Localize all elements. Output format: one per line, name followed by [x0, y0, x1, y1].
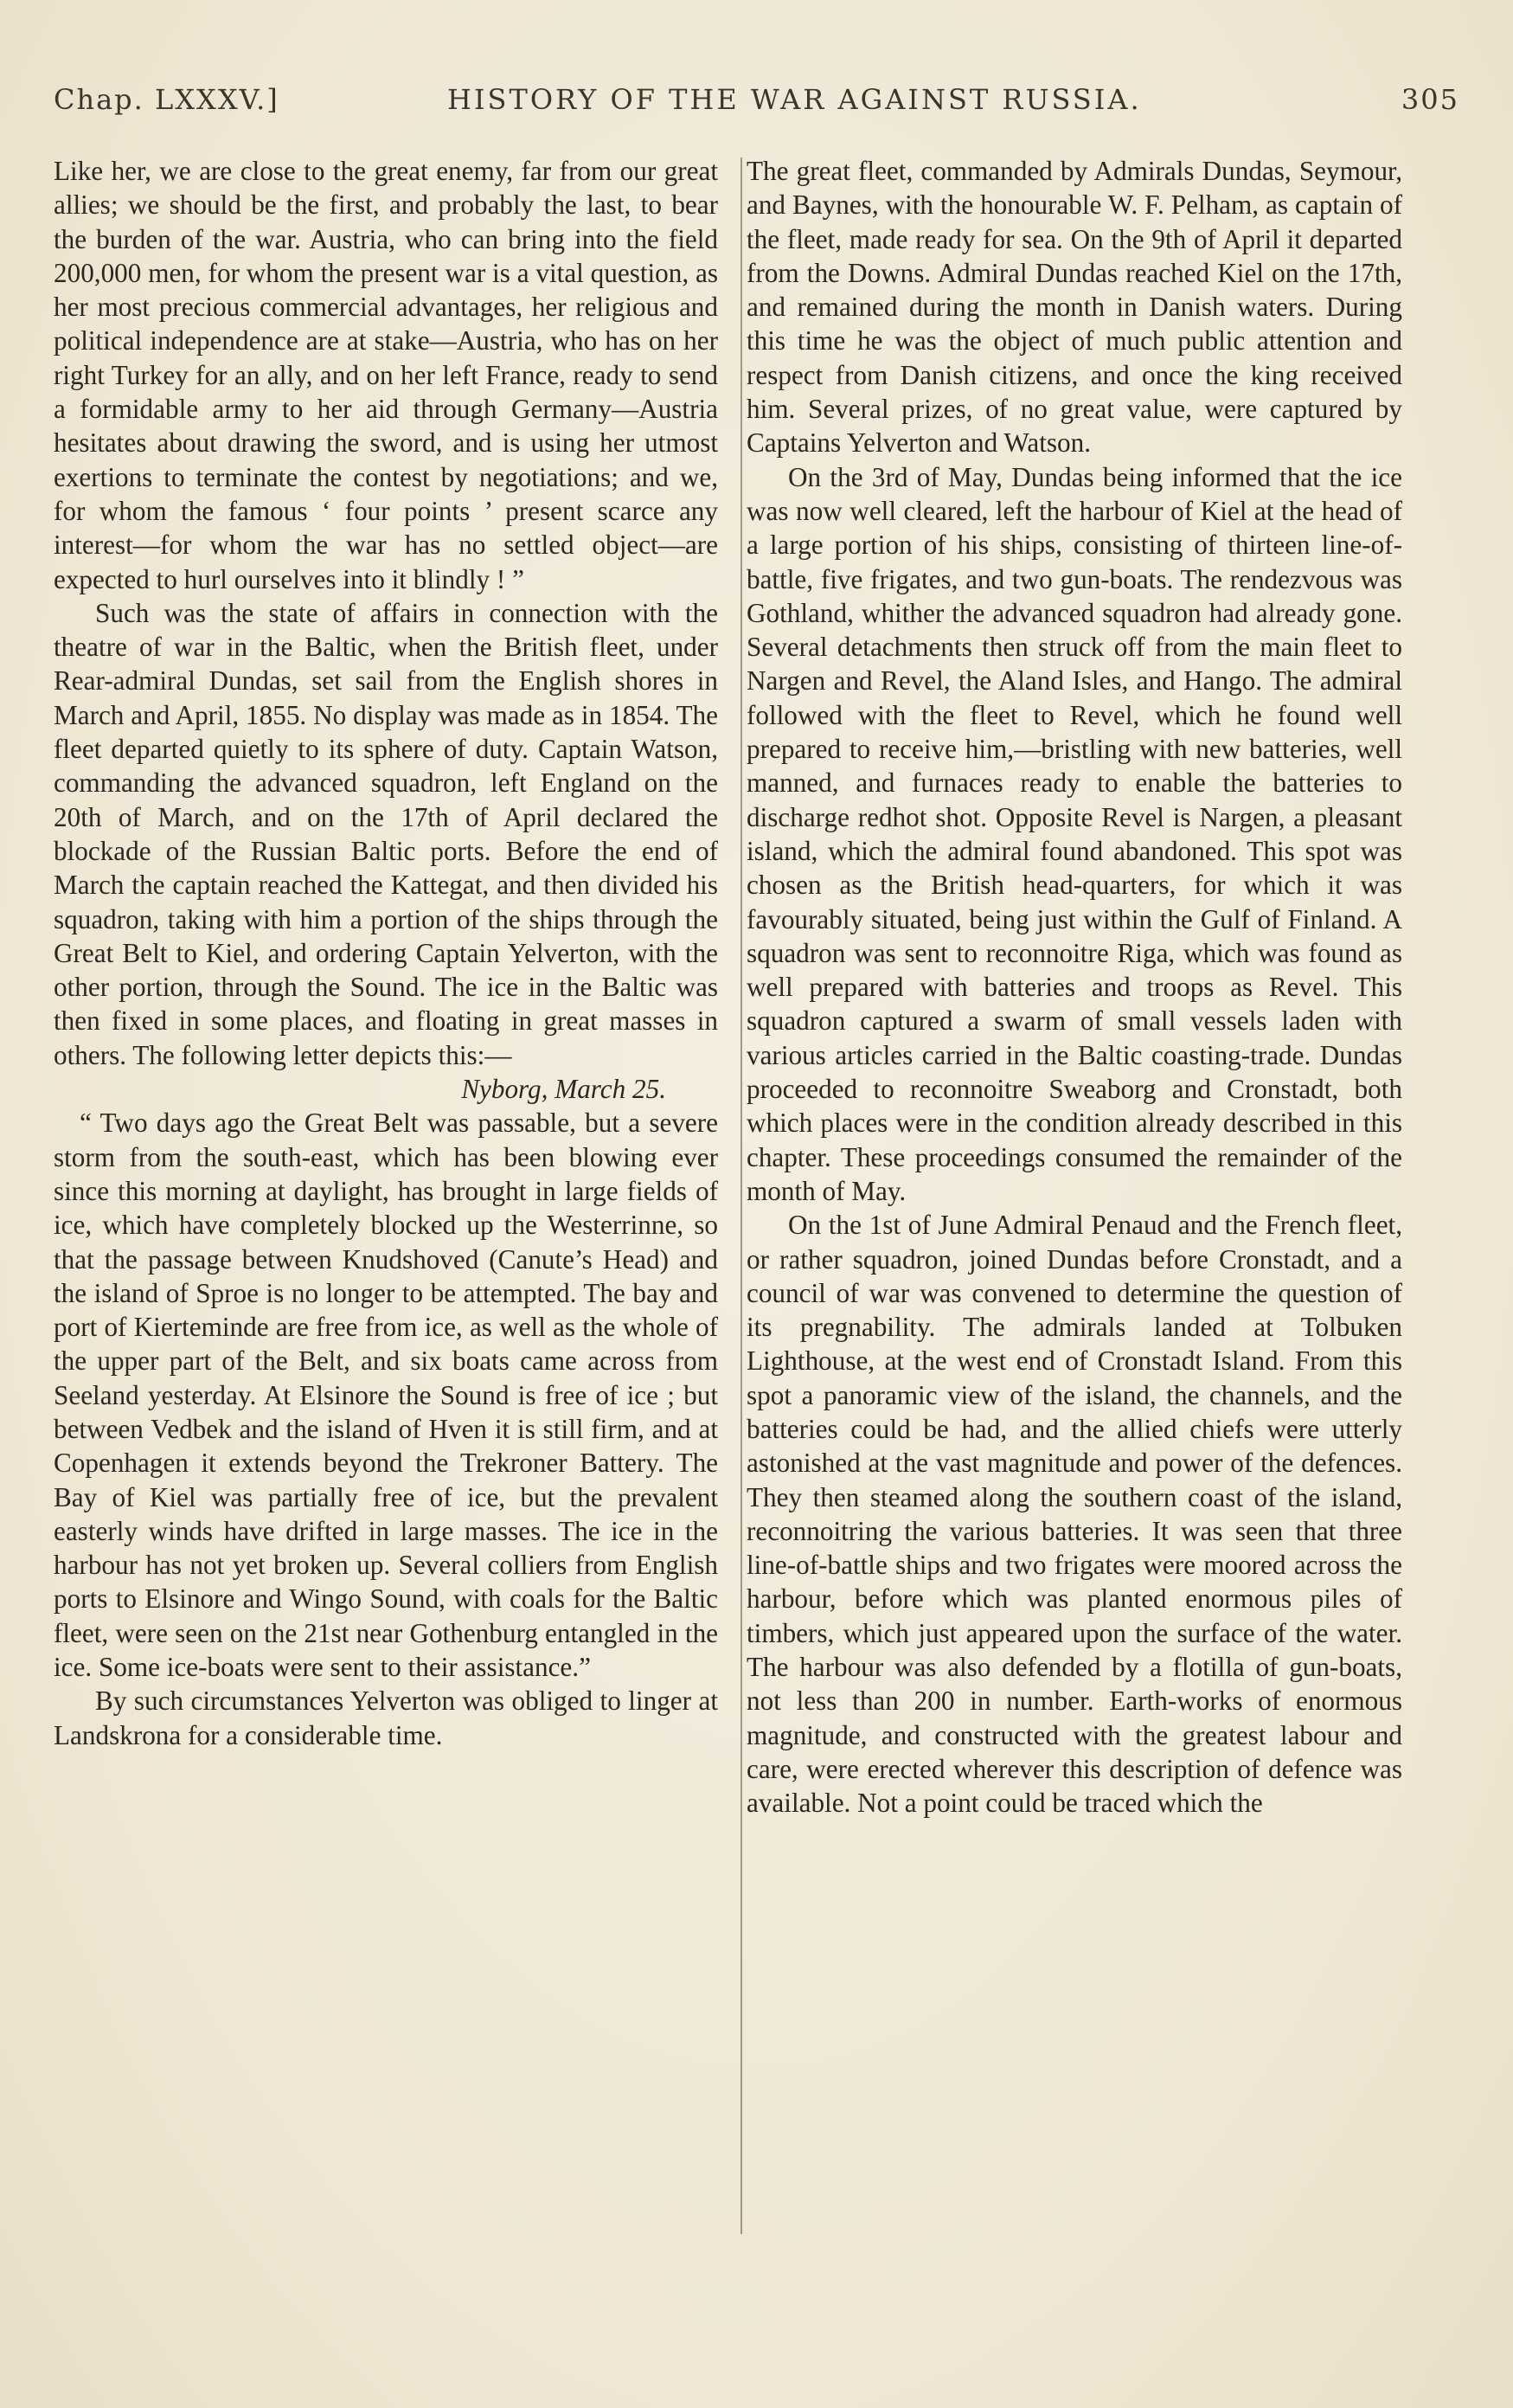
right-column	[747, 154, 1402, 1820]
paragraph: On the 1st of June Admiral Penaud and the French fleet, or rather squadron, joined Dundas before Cronstadt, and a council of war was convened to determine the question of its pregnability. The admirals landed at Tolbuken Lighthouse, at the west end of Cronstadt Island. From this spot a panoramic view of the island, the channels, and the batteries could be had, and the allied chiefs were utterly astonished at the vast magnitude and power of the defences. They then steamed along the southern coast of the island, reconnoitring the various batteries. It was seen that three line-of-battle ships and two frigates were moored across the harbour, before which was planted enormous piles of timbers, which just appeared upon the surface of the water. The harbour was also defended by a flotilla of gun-boats, not less than 200 in number. Earth-works of enormous magnitude, and constructed with the greatest labour and care, were erected wherever this description of defence was available. Not a point could be traced which the	[747, 1210, 1402, 1819]
page-number: 305	[1401, 83, 1459, 116]
running-header	[54, 83, 1459, 132]
column-divider	[740, 157, 742, 2234]
quoted-letter: “ Two days ago the Great Belt was passable, but a severe storm from the south-east, which has been blowing ever since this morning at daylight, has brought in large fields of ice, which have completely blocked up the Westerrinne, so that the passage between Knudshoved (Canute’s Head) and the island of Sproe is no longer to be attempted. The bay and port of Kierteminde are free from ice, as well as the whole of the upper part of the Belt, and six boats came across from Seeland yesterday. At Elsinore the Sound is free of ice ; but between Vedbek and the island of Hven it is still firm, and at Copenhagen it extends beyond the Trekroner Battery. The Bay of Kiel was partially free of ice, but the prevalent easterly winds have drifted in large masses. The ice in the harbour has not yet broken up. Several colliers from English ports to Elsinore and Wingo Sound, with coals for the Baltic fleet, were seen on the 21st near Gothenburg entangled in the ice. Some ice-boats were sent to their assistance.”	[54, 1108, 718, 1683]
chapter-label: Chap. LXXXV.]	[54, 83, 279, 116]
paragraph: Like her, we are close to the great enemy, far from our great allies; we should be the first, and probably the last, to bear the burden of the war. Austria, who can bring into the field 200,000 men, for whom the present war is a vital question, as her most precious commercial advantages, her religious and political independence are at stake—Austria, who has on her right Turkey for an ally, and on her left France, ready to send a formidable army to her aid through Germany—Austria hesitates about drawing the sword, and is using her utmost exertions to terminate the contest by negotiations; and we, for whom the famous ‘ four points ’ present scarce any interest—for whom the war has no settled object—are expected to hurl ourselves into it blindly ! ”	[54, 156, 718, 594]
paragraph: Such was the state of affairs in connection with the theatre of war in the Baltic, when the British fleet, under Rear-admiral Dundas, set sail from the English shores in March and April, 1855. No display was made as in 1854. The fleet departed quietly to its sphere of duty. Captain Watson, commanding the advanced squadron, left England on the 20th of March, and on the 17th of April declared the blockade of the Russian Baltic ports. Before the end of March the captain reached the Kattegat, and then divided his squadron, taking with him a portion of the ships through the Great Belt to Kiel, and ordering Captain Yelverton, with the other portion, through the Sound. The ice in the Baltic was then fixed in some places, and floating in great masses in others. The following letter depicts this:—	[54, 597, 718, 1070]
letter-dateline: Nyborg, March 25.	[461, 1074, 666, 1105]
left-column	[54, 154, 718, 1752]
page-title: HISTORY OF THE WAR AGAINST RUSSIA.	[447, 83, 1142, 116]
paragraph: By such circumstances Yelverton was obliged to linger at Landskrona for a considerable time.	[54, 1686, 718, 1750]
paragraph: The great fleet, commanded by Admirals Dundas, Seymour, and Baynes, with the honourable W. F. Pelham, as captain of the fleet, made ready for sea. On the 9th of April it departed from the Downs. Admiral Dundas reached Kiel on the 17th, and remained during the month in Danish waters. During this time he was the object of much public attention and respect from Danish citizens, and once the king received him. Several prizes, of no great value, were captured by Captains Yelverton and Watson.	[747, 156, 1402, 459]
paragraph: On the 3rd of May, Dundas being informed that the ice was now well cleared, left the harbour of Kiel at the head of a large portion of his ships, consisting of thirteen line-of-battle, five frigates, and two gun-boats. The rendezvous was Gothland, whither the advanced squadron had already gone. Several detachments then struck off from the main fleet to Nargen and Revel, the Aland Isles, and Hango. The admiral followed with the fleet to Revel, which he found well prepared to receive him,—bristling with new batteries, well manned, and furnaces ready to enable the batteries to discharge redhot shot. Opposite Revel is Nargen, a pleasant island, which the admiral found abandoned. This spot was chosen as the British head-quarters, for which it was favourably situated, being just within the Gulf of Finland. A squadron was sent to reconnoitre Riga, which was found as well prepared with batteries and troops as Revel. This squadron captured a swarm of small vessels laden with various articles carried in the Baltic coasting-trade. Dundas proceeded to reconnoitre Sweaborg and Cronstadt, both which places were in the condition already described in this chapter. These proceedings consumed the remainder of the month of May.	[747, 461, 1402, 1206]
